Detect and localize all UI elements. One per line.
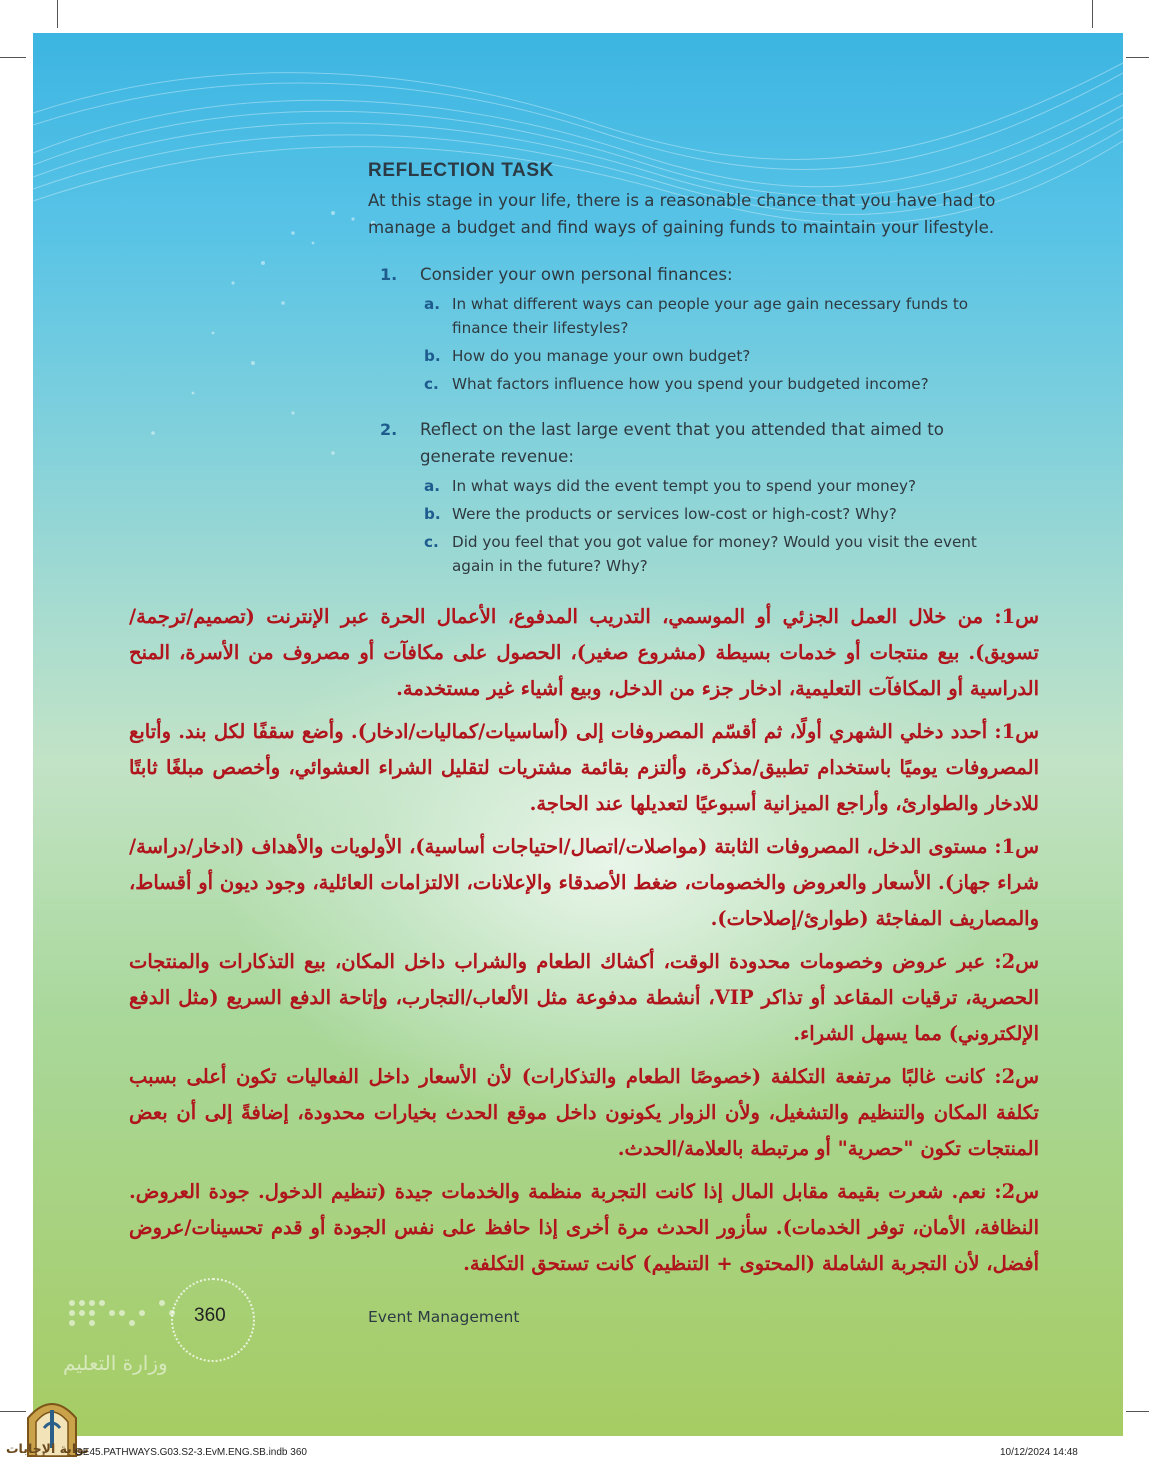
print-slug-date: 10/12/2024 14:48 — [1000, 1447, 1078, 1458]
question-1a — [368, 292, 1008, 340]
sub-text: What factors influence how you spend your budgeted income? — [452, 375, 929, 393]
handwritten-answers — [129, 599, 1039, 1289]
answer-1a: س1: من خلال العمل الجزئي أو الموسمي، التدريب المدفوع، الأعمال الحرة عبر الإنترنت (تصميم/ترجمة/تسويق). بيع منتجات أو خدمات بسيطة (مشروع صغير)، الحصول على مكافآت أو مصروف من الأسرة، المنح الدراسية أو المكافآت التعليمية، ادخار جزء من الدخل، وبيع أشياء غير مستخدمة. — [129, 605, 1039, 700]
question-text: Consider your own personal finances: — [420, 265, 733, 284]
reflection-title: REFLECTION TASK — [368, 160, 554, 181]
reflection-task — [368, 160, 1008, 578]
sub-letter: b. — [424, 347, 441, 365]
sub-text: How do you manage your own budget? — [452, 347, 751, 365]
answer-1c: س1: مستوى الدخل، المصروفات الثابتة (مواصلات/اتصال/احتياجات أساسية)، الأولويات والأهداف (ادخار/دراسة/شراء جهاز). الأسعار والعروض والخصومات، ضغط الأصدقاء والإعلانات، الالتزامات العائلية، وجود ديون أو أقساط، والمصاريف المفاجئة (طوارئ/إصلاحات). — [129, 835, 1039, 930]
answer-2a: س2: عبر عروض وخصومات محدودة الوقت، أكشاك الطعام والشراب داخل المكان، بيع التذكارات والمنتجات الحصرية، ترقيات المقاعد أو تذاكر VIP، أنشطة مدفوعة مثل الألعاب/التجارب، وإتاحة الدفع السريع (مثل الدفع الإلكتروني) مما يسهل الشراء. — [129, 950, 1039, 1045]
ministry-dots-icon — [66, 1295, 176, 1335]
print-slug-filename: GE45.PATHWAYS.G03.S2-3.EvM.ENG.SB.indb 360 — [75, 1447, 307, 1458]
crop-mark-right-bottom — [1126, 1411, 1149, 1412]
question-1b — [368, 344, 1008, 368]
question-number: 2. — [380, 420, 398, 439]
question-2b — [368, 502, 1008, 526]
question-2 — [368, 416, 1008, 470]
site-logo-text: بوابة الإجابات — [6, 1441, 89, 1456]
ministry-logo-text: وزارة التعليم — [63, 1351, 168, 1375]
crop-mark-top-right — [1092, 0, 1093, 28]
question-2c — [368, 530, 1008, 578]
question-1c — [368, 372, 1008, 396]
sub-text: In what ways did the event tempt you to spend your money? — [452, 477, 917, 495]
crop-mark-top-left — [57, 0, 58, 28]
sub-text: Were the products or services low-cost or high-cost? Why? — [452, 505, 897, 523]
section-title: Event Management — [368, 1308, 520, 1326]
sub-letter: a. — [424, 477, 441, 495]
question-1 — [368, 261, 1008, 288]
sub-letter: a. — [424, 295, 441, 313]
question-number: 1. — [380, 265, 398, 284]
sub-text: Did you feel that you got value for money? Would you visit the event again in the future? Why? — [452, 533, 977, 575]
crop-mark-right-top — [1126, 57, 1149, 58]
sub-letter: b. — [424, 505, 441, 523]
question-2a — [368, 474, 1008, 498]
answer-2b: س2: كانت غالبًا مرتفعة التكلفة (خصوصًا الطعام والتذكارات) لأن الأسعار داخل الفعاليات تكون أعلى بسبب تكلفة المكان والتنظيم والتشغيل، ولأن الزوار يكونون داخل موقع الحدث بخيارات محدودة، إضافةً إلى أن بعض المنتجات تكون "حصرية" أو مرتبطة بالعلامة/الحدث. — [129, 1065, 1039, 1160]
crop-mark-left-top — [0, 57, 26, 58]
sub-letter: c. — [424, 375, 439, 393]
sub-text: In what different ways can people your age gain necessary funds to finance their lifestyles? — [452, 295, 969, 337]
sub-letter: c. — [424, 533, 439, 551]
answer-2c: س2: نعم. شعرت بقيمة مقابل المال إذا كانت التجربة منظمة والخدمات جيدة (تنظيم الدخول. جودة العروض. النظافة، الأمان، توفر الخدمات). سأزور الحدث مرة أخرى إذا حافظ على نفس الجودة أو قدم تحسينات/عروض أفضل، لأن التجربة الشاملة (المحتوى + التنظيم) كانت تستحق التكلفة. — [129, 1180, 1039, 1275]
reflection-intro: At this stage in your life, there is a reasonable chance that you have had to manage a budget and find ways of gaining funds to maintain your lifestyle. — [368, 191, 996, 237]
page-number: 360 — [194, 1305, 226, 1326]
answer-1b: س1: أحدد دخلي الشهري أولًا، ثم أقسّم المصروفات إلى (أساسيات/كماليات/ادخار). وأضع سقفًا لكل بند. وأتابع المصروفات يوميًا باستخدام تطبيق/مذكرة، وألتزم بقائمة مشتريات لتقليل الشراء العشوائي، وأخصص مبلغًا ثابتًا للادخار والطوارئ، وأراجع الميزانية أسبوعيًا لتعديلها عند الحاجة. — [129, 720, 1039, 815]
question-text: Reflect on the last large event that you attended that aimed to generate revenue: — [420, 420, 944, 466]
textbook-page — [33, 33, 1123, 1436]
